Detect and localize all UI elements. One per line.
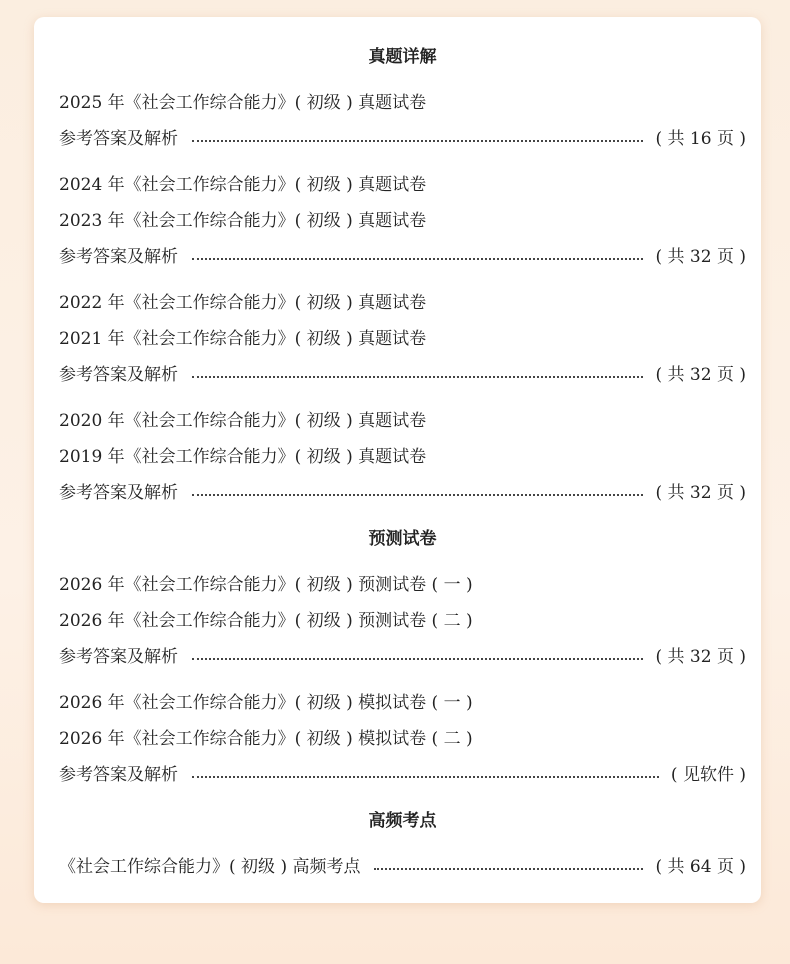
answer-row[interactable] (59, 239, 746, 275)
toc-entry[interactable]: 2019 年《社会工作综合能力》( 初级 ) 真题试卷 (59, 447, 427, 467)
toc-entry[interactable]: 2020 年《社会工作综合能力》( 初级 ) 真题试卷 (59, 411, 427, 431)
toc-entry[interactable]: 2026 年《社会工作综合能力》( 初级 ) 预测试卷 ( 二 ) (59, 611, 473, 631)
toc-entry[interactable]: 2025 年《社会工作综合能力》( 初级 ) 真题试卷 (59, 93, 427, 113)
answer-row[interactable] (59, 757, 746, 793)
answer-label: 参考答案及解析 (59, 365, 178, 385)
page-count: ( 共 32 页 ) (655, 483, 746, 503)
toc-entry[interactable]: 2026 年《社会工作综合能力》( 初级 ) 模拟试卷 ( 一 ) (59, 693, 473, 713)
section-title: 真题详解 (368, 47, 437, 67)
dot-leader (192, 776, 659, 778)
toc-card (34, 17, 761, 903)
dot-leader (192, 658, 643, 660)
page-count: ( 共 32 页 ) (655, 647, 746, 667)
answer-label: 参考答案及解析 (59, 247, 178, 267)
answer-label: 参考答案及解析 (59, 765, 178, 785)
toc-entry[interactable]: 2023 年《社会工作综合能力》( 初级 ) 真题试卷 (59, 211, 427, 231)
page-count: ( 共 32 页 ) (655, 365, 746, 385)
toc-entry[interactable]: 2021 年《社会工作综合能力》( 初级 ) 真题试卷 (59, 329, 427, 349)
answer-row[interactable] (59, 475, 746, 511)
dot-leader (192, 376, 643, 378)
toc-entry[interactable]: 2022 年《社会工作综合能力》( 初级 ) 真题试卷 (59, 293, 427, 313)
page-count: ( 共 16 页 ) (655, 129, 746, 149)
answer-label: 《社会工作综合能力》( 初级 ) 高频考点 (59, 857, 361, 877)
section-title: 高频考点 (368, 811, 437, 831)
answer-label: 参考答案及解析 (59, 647, 178, 667)
dot-leader (192, 258, 643, 260)
toc-entry[interactable]: 2026 年《社会工作综合能力》( 初级 ) 预测试卷 ( 一 ) (59, 575, 473, 595)
page-count: ( 共 64 页 ) (655, 857, 746, 877)
section-title: 预测试卷 (368, 529, 437, 549)
answer-row[interactable] (59, 357, 746, 393)
page-count: ( 共 32 页 ) (655, 247, 746, 267)
answer-label: 参考答案及解析 (59, 129, 178, 149)
answer-row[interactable] (59, 639, 746, 675)
toc-entry[interactable]: 2026 年《社会工作综合能力》( 初级 ) 模拟试卷 ( 二 ) (59, 729, 473, 749)
page-count: ( 见软件 ) (670, 765, 746, 785)
answer-row[interactable] (59, 121, 746, 157)
dot-leader (192, 494, 643, 496)
dot-leader (192, 140, 643, 142)
answer-label: 参考答案及解析 (59, 483, 178, 503)
answer-row[interactable] (59, 849, 746, 885)
dot-leader (374, 868, 643, 870)
toc-entry[interactable]: 2024 年《社会工作综合能力》( 初级 ) 真题试卷 (59, 175, 427, 195)
